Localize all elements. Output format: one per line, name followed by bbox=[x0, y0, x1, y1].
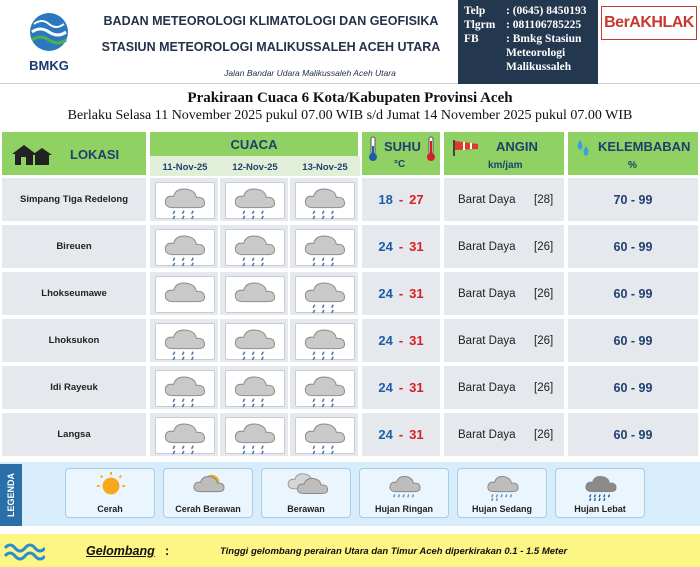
angin-label: ANGIN bbox=[496, 139, 538, 154]
temp-max: 31 bbox=[409, 380, 424, 395]
wave-forecast: Tinggi gelombang perairan Utara dan Timur Aceh diperkirakan 0.1 - 1.5 Meter bbox=[220, 546, 568, 557]
humidity: 60 - 99 bbox=[567, 224, 699, 269]
station-address: Jalan Bandar Udara Malikussaleh Aceh Utara bbox=[224, 68, 396, 78]
light-rain-icon bbox=[226, 230, 286, 267]
light-rain-icon bbox=[296, 230, 356, 267]
weather-box bbox=[155, 229, 215, 266]
weather-box bbox=[225, 323, 285, 360]
legend-item bbox=[359, 468, 449, 518]
weather-cell bbox=[219, 224, 289, 269]
table-row bbox=[1, 318, 699, 363]
weather-box bbox=[225, 229, 285, 266]
location-name: Simpang Tiga Redelong bbox=[1, 177, 147, 222]
table-row bbox=[1, 177, 699, 222]
cloudy-icon bbox=[286, 471, 328, 501]
light-rain-icon bbox=[156, 324, 216, 361]
partly-cloudy-icon bbox=[188, 471, 230, 501]
weather-box bbox=[295, 323, 355, 360]
page-title: Prakiraan Cuaca 6 Kota/Kabupaten Provinsi Aceh bbox=[187, 90, 513, 106]
temperature: 18 - 27 bbox=[361, 177, 441, 222]
lokasi-label: LOKASI bbox=[70, 147, 120, 162]
temp-max: 31 bbox=[409, 239, 424, 254]
cloudy-icon bbox=[226, 277, 286, 314]
humidity: 70 - 99 bbox=[567, 177, 699, 222]
wind-direction: Barat Daya bbox=[458, 334, 516, 347]
weather-box bbox=[225, 182, 285, 219]
light-rain-icon bbox=[156, 183, 216, 220]
light-rain-icon bbox=[226, 418, 286, 455]
location-name: Bireuen bbox=[1, 224, 147, 269]
wind bbox=[443, 318, 565, 363]
contact-tlgrm: Tlgrm : 081106785225 bbox=[464, 19, 582, 31]
light-rain-icon bbox=[296, 277, 356, 314]
agency-name: BADAN METEOROLOGI KLIMATOLOGI DAN GEOFISIKA bbox=[103, 14, 439, 28]
light-rain-icon bbox=[226, 183, 286, 220]
weather-cell bbox=[289, 318, 359, 363]
temperature: 24 - 31 bbox=[361, 365, 441, 410]
temperature: 24 - 31 bbox=[361, 318, 441, 363]
weather-cell bbox=[289, 365, 359, 410]
windsock-icon bbox=[452, 138, 480, 156]
light-rain-icon bbox=[156, 371, 216, 408]
date-1: 11-Nov-25 bbox=[162, 162, 208, 173]
header-suhu bbox=[361, 131, 441, 176]
legend-item bbox=[261, 468, 351, 518]
legend-label: Hujan Lebat bbox=[574, 504, 626, 514]
humidity: 60 - 99 bbox=[567, 271, 699, 316]
wind bbox=[443, 412, 565, 457]
wind bbox=[443, 224, 565, 269]
cloudy-icon bbox=[156, 277, 216, 314]
wave-colon: : bbox=[165, 544, 170, 558]
kelembaban-unit: % bbox=[628, 160, 637, 171]
location-name: Idi Rayeuk bbox=[1, 365, 147, 410]
table-row bbox=[1, 412, 699, 457]
location-name: Lhoksukon bbox=[1, 318, 147, 363]
header-cuaca bbox=[149, 131, 359, 176]
weather-box bbox=[155, 417, 215, 454]
weather-cell bbox=[219, 271, 289, 316]
light-rain-icon bbox=[296, 418, 356, 455]
table-row bbox=[1, 224, 699, 269]
temp-min: 24 bbox=[378, 239, 393, 254]
kelembaban-label: KELEMBABAN bbox=[598, 139, 691, 154]
weather-box bbox=[295, 182, 355, 219]
bmkg-logo-icon bbox=[14, 8, 84, 78]
weather-cell bbox=[149, 177, 219, 222]
weather-cell bbox=[149, 224, 219, 269]
location-name: Langsa bbox=[1, 412, 147, 457]
temperature: 24 - 31 bbox=[361, 224, 441, 269]
wind-speed: [26] bbox=[534, 240, 554, 253]
angin-unit: km/jam bbox=[488, 160, 523, 171]
heavy-rain-icon bbox=[580, 471, 622, 501]
weather-cell bbox=[289, 271, 359, 316]
weather-cell bbox=[289, 177, 359, 222]
wind-direction: Barat Daya bbox=[458, 428, 516, 441]
weather-cell bbox=[219, 318, 289, 363]
weather-box bbox=[225, 276, 285, 313]
wind-speed: [26] bbox=[534, 287, 554, 300]
suhu-label: SUHU bbox=[384, 139, 421, 154]
table-row bbox=[1, 271, 699, 316]
wave-label: Gelombang bbox=[86, 544, 155, 558]
station-name: STASIUN METEOROLOGI MALIKUSSALEH ACEH UTARA bbox=[101, 40, 441, 54]
weather-cell bbox=[149, 318, 219, 363]
moderate-rain-icon bbox=[482, 471, 524, 501]
temp-min: 24 bbox=[378, 286, 393, 301]
temp-max: 31 bbox=[409, 427, 424, 442]
wind bbox=[443, 271, 565, 316]
wind-speed: [28] bbox=[534, 193, 554, 206]
header-angin bbox=[443, 131, 565, 176]
light-rain-icon bbox=[156, 230, 216, 267]
table-row bbox=[1, 365, 699, 410]
temp-max: 27 bbox=[409, 192, 424, 207]
temp-min: 18 bbox=[378, 192, 393, 207]
date-2: 12-Nov-25 bbox=[232, 162, 278, 173]
contact-fb: FB : Bmkg Stasiun Meteorologi Malikussaleh bbox=[464, 33, 582, 73]
header-lokasi bbox=[1, 131, 147, 176]
legend-tab: LEGENDA bbox=[0, 464, 22, 526]
contact-telp: Telp : (0645) 8450193 bbox=[464, 5, 587, 17]
temperature: 24 - 31 bbox=[361, 271, 441, 316]
weather-cell bbox=[219, 365, 289, 410]
berakhlak-badge: BerAKHLAK bbox=[601, 6, 697, 40]
weather-cell bbox=[149, 271, 219, 316]
header bbox=[0, 0, 700, 84]
weather-cell bbox=[149, 365, 219, 410]
light-rain-icon bbox=[296, 371, 356, 408]
temp-min: 24 bbox=[378, 427, 393, 442]
weather-box bbox=[295, 417, 355, 454]
header-kelembaban bbox=[567, 131, 699, 176]
validity-period: Berlaku Selasa 11 November 2025 pukul 07.00 WIB s/d Jumat 14 November 2025 pukul 07.00 WIB bbox=[67, 108, 633, 123]
contact-panel bbox=[458, 0, 598, 84]
wind-direction: Barat Daya bbox=[458, 287, 516, 300]
wind bbox=[443, 365, 565, 410]
weather-cell bbox=[149, 412, 219, 457]
suhu-unit: °C bbox=[394, 159, 406, 170]
wind bbox=[443, 177, 565, 222]
weather-box bbox=[295, 276, 355, 313]
legend-label: Hujan Sedang bbox=[471, 504, 532, 514]
humidity: 60 - 99 bbox=[567, 318, 699, 363]
wind-direction: Barat Daya bbox=[458, 240, 516, 253]
temp-max: 31 bbox=[409, 286, 424, 301]
weather-box bbox=[295, 229, 355, 266]
legend-label: Hujan Ringan bbox=[375, 504, 433, 514]
sunny-icon bbox=[90, 471, 132, 501]
light-rain-icon bbox=[226, 324, 286, 361]
legend-label: Berawan bbox=[287, 504, 325, 514]
weather-box bbox=[155, 370, 215, 407]
wave-icon bbox=[3, 538, 45, 562]
weather-box bbox=[155, 276, 215, 313]
cuaca-label: CUACA bbox=[230, 137, 278, 152]
humidity: 60 - 99 bbox=[567, 412, 699, 457]
weather-box bbox=[225, 370, 285, 407]
legend-item bbox=[65, 468, 155, 518]
wind-speed: [26] bbox=[534, 381, 554, 394]
weather-box bbox=[155, 182, 215, 219]
weather-box bbox=[155, 323, 215, 360]
temp-max: 31 bbox=[409, 333, 424, 348]
thermometer-cold-icon bbox=[368, 136, 378, 162]
legend-label: Cerah bbox=[97, 504, 123, 514]
weather-cell bbox=[289, 224, 359, 269]
weather-box bbox=[225, 417, 285, 454]
temp-min: 24 bbox=[378, 380, 393, 395]
wind-speed: [26] bbox=[534, 334, 554, 347]
weather-box bbox=[295, 370, 355, 407]
weather-cell bbox=[219, 412, 289, 457]
svg-text:BMKG: BMKG bbox=[29, 58, 69, 73]
date-3: 13-Nov-25 bbox=[302, 162, 348, 173]
thermometer-hot-icon bbox=[426, 136, 436, 162]
location-name: Lhokseumawe bbox=[1, 271, 147, 316]
light-rain-icon bbox=[156, 418, 216, 455]
weather-cell bbox=[289, 412, 359, 457]
temp-min: 24 bbox=[378, 333, 393, 348]
weather-cell bbox=[219, 177, 289, 222]
wind-speed: [26] bbox=[534, 428, 554, 441]
light-rain-icon bbox=[226, 371, 286, 408]
temperature: 24 - 31 bbox=[361, 412, 441, 457]
light-rain-icon bbox=[296, 324, 356, 361]
legend-item bbox=[457, 468, 547, 518]
light-rain-icon bbox=[296, 183, 356, 220]
legend-label: Cerah Berawan bbox=[175, 504, 241, 514]
legend-item bbox=[163, 468, 253, 518]
wind-direction: Barat Daya bbox=[458, 193, 516, 206]
legend-item bbox=[555, 468, 645, 518]
wind-direction: Barat Daya bbox=[458, 381, 516, 394]
humidity: 60 - 99 bbox=[567, 365, 699, 410]
house-icon bbox=[10, 142, 54, 166]
water-drops-icon bbox=[574, 138, 592, 160]
light-rain-icon bbox=[384, 471, 426, 501]
